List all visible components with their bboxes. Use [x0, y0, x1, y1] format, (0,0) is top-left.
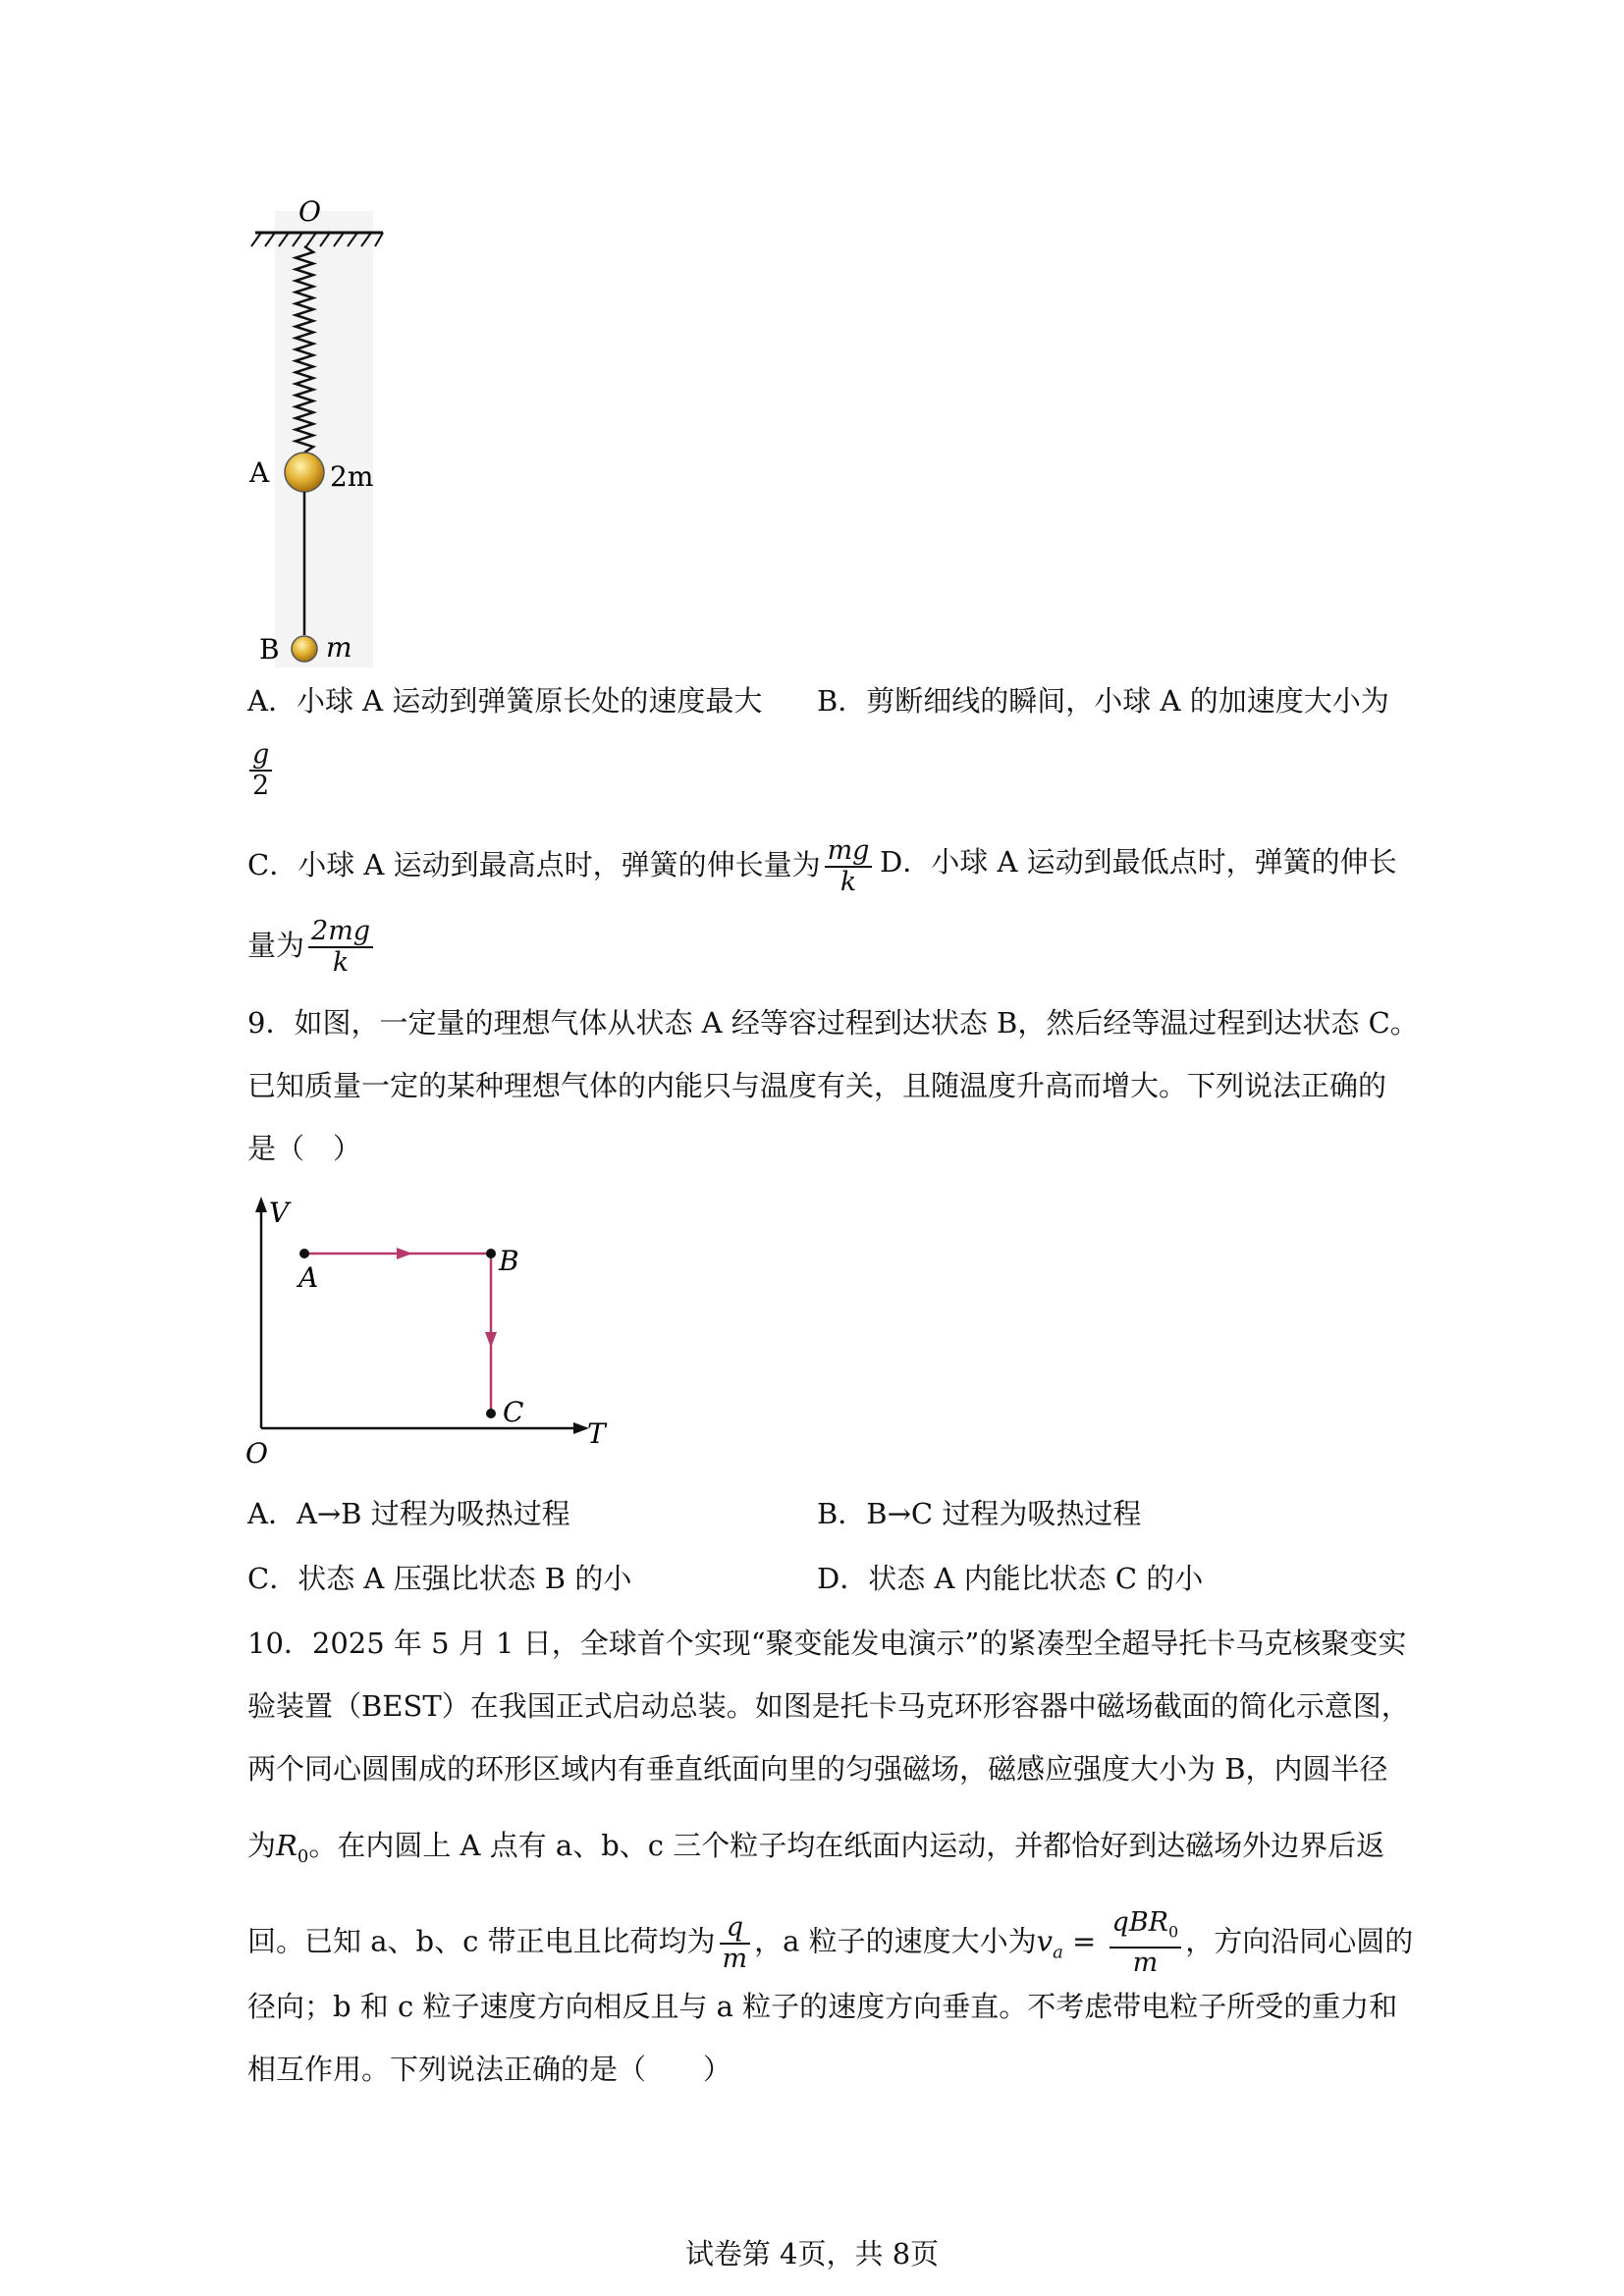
frac-num: [1110, 1908, 1182, 1947]
q9-option-B: B．B→C 过程为吸热过程: [817, 1497, 1142, 1530]
q8-option-D: D．小球 A 运动到最低点时，弹簧的伸长: [880, 845, 1397, 879]
q8-option-D-cont: [247, 917, 377, 978]
q9-option-C: C．状态 A 压强比状态 B 的小: [247, 1562, 632, 1595]
frac-num: q: [726, 1911, 743, 1943]
point-C-label: C: [503, 1396, 524, 1428]
frac-num: mg: [827, 835, 870, 866]
va-subscript: a: [1053, 1942, 1063, 1963]
label-A: A: [249, 456, 270, 489]
q8-option-B: B．剪断细线的瞬间，小球 A 的加速度大小为: [817, 684, 1389, 718]
q8-option-C-text: C．小球 A 运动到最高点时，弹簧的伸长量为: [247, 848, 821, 881]
q10-line5: [247, 1908, 1413, 1978]
q10-line5-a: 回。已知 a、b、c 带正电且比荷均为: [247, 1924, 716, 1958]
va-symbol: v: [1036, 1924, 1054, 1958]
q10-line4-a: 为: [247, 1829, 277, 1862]
q10-line4-b: 。在内圆上 A 点有 a、b、c 三个粒子均在纸面内运动，并都恰好到达磁场外边界后返: [308, 1829, 1385, 1862]
frac-den: k: [308, 946, 373, 978]
q8-option-B-fraction: [245, 740, 276, 801]
q8-option-A: A．小球 A 运动到弹簧原长处的速度最大: [247, 684, 763, 718]
origin-label: O: [245, 1437, 268, 1469]
q10-line2: 验装置（BEST）在我国正式启动总装。如图是托卡马克环形容器中磁场截面的简化示意图，: [247, 1689, 1410, 1723]
label-B: B: [259, 633, 280, 666]
frac-den: m: [1110, 1947, 1182, 1978]
label-O: O: [298, 195, 321, 228]
q9-option-A: A．A→B 过程为吸热过程: [247, 1497, 570, 1530]
q10-line5-c: ，方向沿同心圆的: [1185, 1924, 1414, 1958]
ball-A: [285, 453, 324, 492]
R0-symbol: R: [276, 1829, 298, 1862]
q9-option-D: D．状态 A 内能比状态 C 的小: [817, 1562, 1204, 1595]
frac-den: 2: [249, 770, 272, 801]
q10-line6: 径向；b 和 c 粒子速度方向相反且与 a 粒子的速度方向垂直。不考虑带电粒子所受的重力和: [247, 1990, 1398, 2023]
q10-line5-b: ，a 粒子的速度大小为: [754, 1924, 1037, 1958]
equals-sign: =: [1062, 1924, 1106, 1958]
frac-num: g: [252, 739, 270, 770]
v-num-sub: 0: [1168, 1922, 1179, 1942]
frac-den: m: [720, 1943, 751, 1974]
mass-B: m: [326, 631, 352, 664]
point-A-label: A: [298, 1261, 319, 1294]
q9-line2: 已知质量一定的某种理想气体的内能只与温度有关，且随温度升高而增大。下列说法正确的: [247, 1069, 1387, 1102]
page-footer: 试卷第 4页，共 8页: [684, 2237, 940, 2270]
q10-line3: 两个同心圆围成的环形区域内有垂直纸面向里的匀强磁场，磁感应强度大小为 B，内圆半径: [247, 1752, 1388, 1786]
q9-line1: 9．如图，一定量的理想气体从状态 A 经等容过程到达状态 B，然后经等温过程到达状态 C。: [247, 1006, 1419, 1040]
q10-line4: [247, 1826, 1384, 1877]
v-num: qBR: [1111, 1907, 1169, 1938]
q10-line7: 相互作用。下列说法正确的是（ ）: [247, 2053, 732, 2086]
axis-y-label: V: [269, 1197, 290, 1229]
v-t-graph: [236, 1193, 628, 1477]
q10-line1: 10．2025 年 5 月 1 日，全球首个实现“聚变能发电演示”的紧凑型全超导托卡马克核聚变实: [247, 1627, 1407, 1660]
q8-option-C: [247, 836, 876, 897]
mass-A: 2m: [330, 460, 374, 493]
frac-den: k: [825, 866, 873, 897]
point-B-label: B: [499, 1245, 519, 1277]
spring-ball-figure: [236, 191, 412, 672]
ball-B: [292, 636, 317, 662]
frac-num: 2mg: [311, 916, 371, 946]
R0-subscript: 0: [297, 1845, 309, 1867]
axis-x-label: T: [587, 1417, 606, 1450]
q8-option-D-text2: 量为: [247, 929, 305, 962]
q9-line3: 是（ ）: [247, 1132, 362, 1165]
